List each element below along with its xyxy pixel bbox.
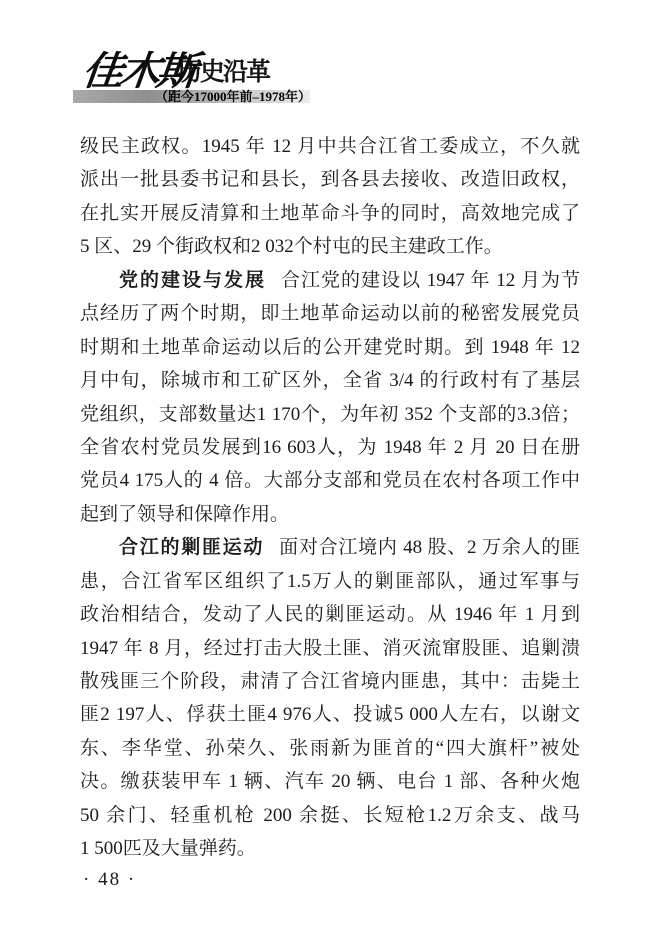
body-line: 东、李华堂、孙荣久、张雨新为匪首的“四大旗杆”被处 (80, 737, 580, 759)
body-line: 月中旬，除城市和工矿区外，全省 3/4 的行政村有了基层 (80, 370, 580, 392)
body-line: 党员4 175人的 4 倍。大部分支部和党员在农村各项工作中 (80, 470, 580, 492)
body-line: 派出一批县委书记和县长，到各县去接收、改造旧政权， (80, 169, 580, 191)
body-line: 点经历了两个时期，即土地革命运动以前的秘密发展党员 (80, 303, 580, 325)
body-line: 决。缴获装甲车 1 辆、汽车 20 辆、电台 1 部、各种火炮 (80, 771, 580, 793)
body-line: 1947 年 8 月，经过打击大股土匪、消灭流窜股匪、追剿溃 (80, 637, 580, 659)
page-body (80, 130, 580, 866)
body-line (80, 264, 580, 297)
body-line: 1 500匹及大量弹药。 (80, 838, 256, 860)
page-number: · 48 · (83, 869, 137, 890)
body-line-text: 合江党的建设以 1947 年 12 月为节 (281, 269, 580, 291)
section-heading-party-building: 党的建设与发展 (119, 269, 266, 291)
brand-script-logo: 佳木斯 (80, 48, 196, 94)
brand-title: 历史沿革 (177, 58, 270, 86)
body-line: 在扎实开展反清算和土地革命斗争的同时，高效地完成了 (80, 202, 580, 224)
body-line: 50 余门、轻重机枪 200 余挺、长短枪1.2万余支、战马 (80, 804, 580, 826)
section-heading-bandit-suppression: 合江的剿匪运动 (119, 537, 265, 559)
body-line: 时期和土地革命运动以后的公开建党时期。到 1948 年 12 (80, 336, 580, 358)
body-line (80, 531, 580, 564)
brand-subtitle: （距今17000年前–1978年） (154, 89, 311, 104)
body-line-text: 面对合江境内 48 股、2 万余人的匪 (279, 537, 580, 559)
body-line: 党组织，支部数量达1 170个，为年初 352 个支部的3.3倍； (80, 403, 580, 425)
body-line: 起到了领导和保障作用。 (80, 503, 290, 525)
body-line: 政治相结合，发动了人民的剿匪运动。从 1946 年 1 月到 (80, 604, 580, 626)
body-line: 全省农村党员发展到16 603人，为 1948 年 2 月 20 日在册 (80, 436, 580, 458)
body-line: 级民主政权。1945 年 12 月中共合江省工委成立，不久就 (80, 136, 580, 157)
body-line: 散残匪三个阶段，肃清了合江省境内匪患，其中：击毙土 (80, 671, 580, 692)
body-line: 匪2 197人、俘获土匪4 976人、投诚5 000人左右，以谢文 (80, 704, 580, 726)
body-line: 5 区、29 个街政权和2 032个村屯的民主建政工作。 (80, 236, 503, 258)
body-line: 患，合江省军区组织了1.5万人的剿匪部队，通过军事与 (80, 570, 580, 592)
